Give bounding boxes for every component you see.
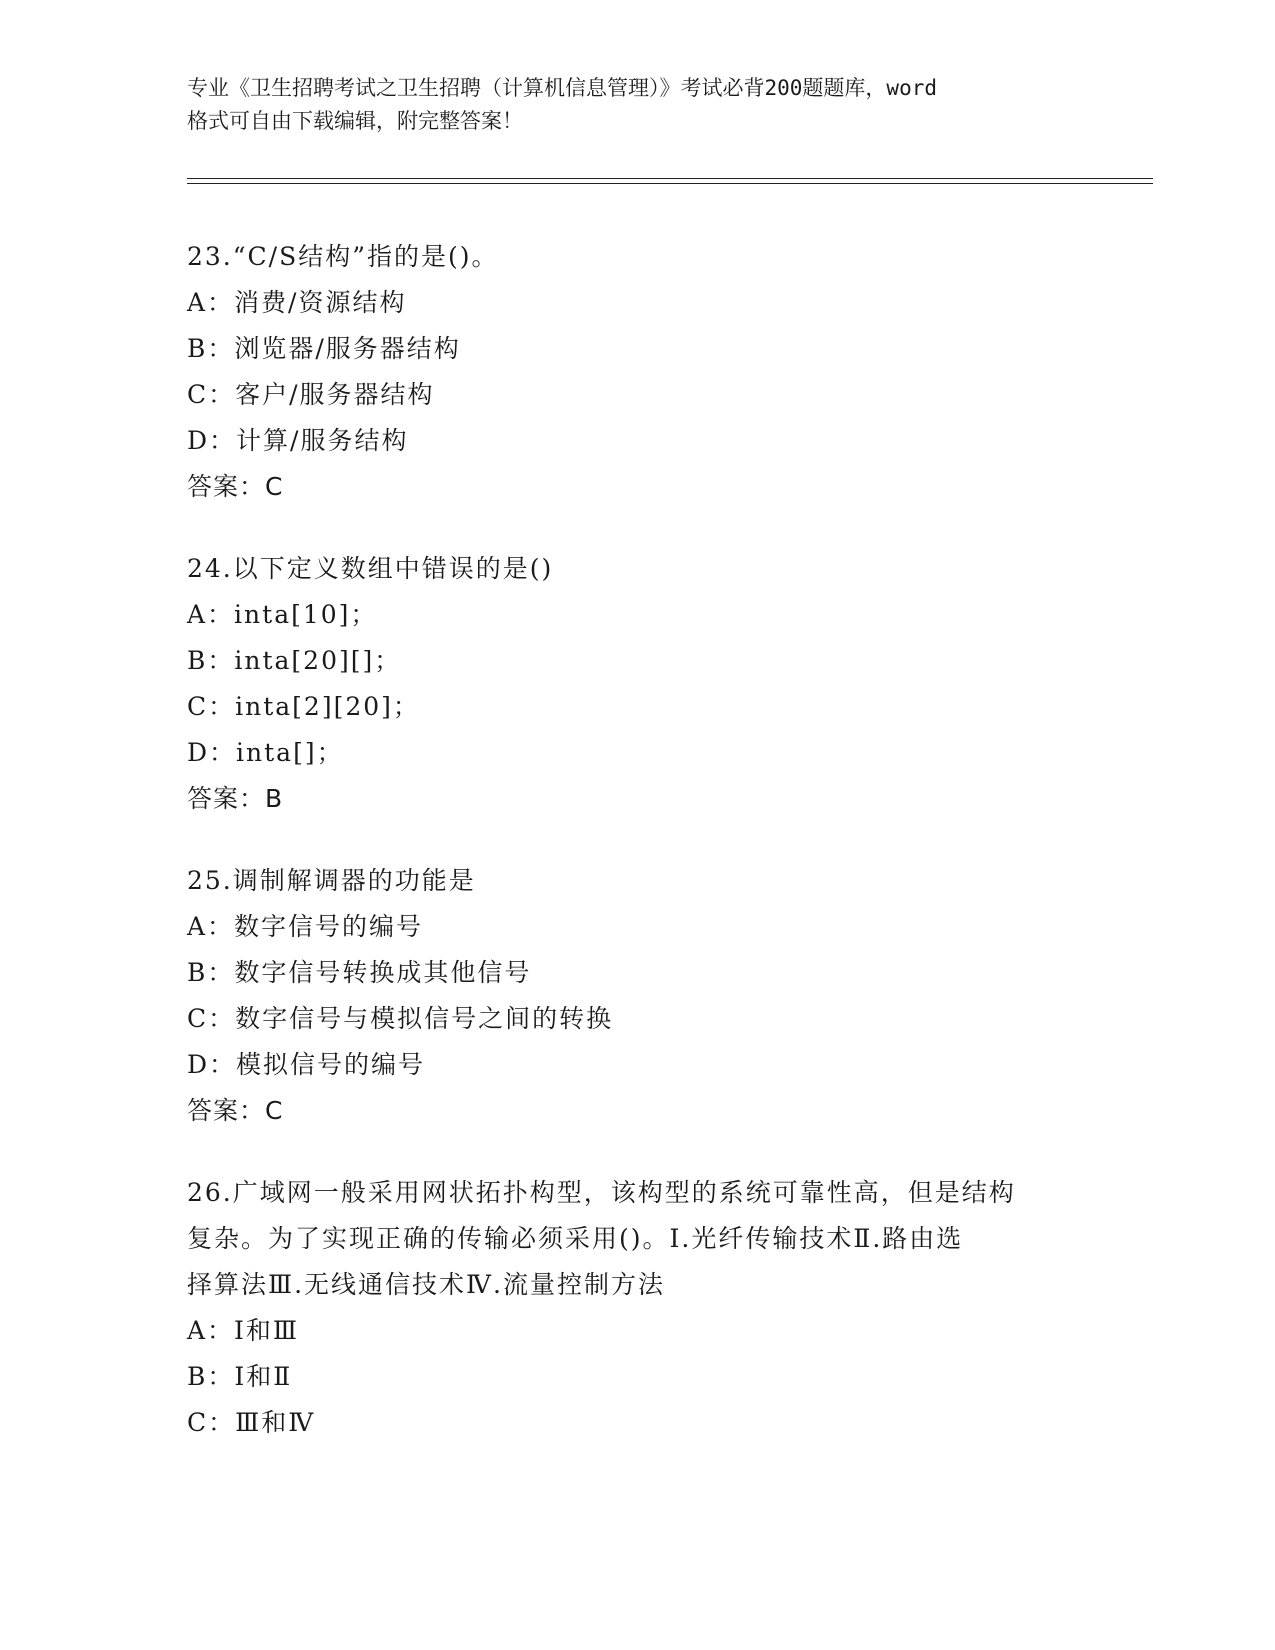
option-c: C：数字信号与模拟信号之间的转换 bbox=[187, 1004, 614, 1033]
question-26 bbox=[187, 1170, 1087, 1446]
answer-line: 答案：B bbox=[187, 784, 284, 813]
question-stem: 25.调制解调器的功能是 bbox=[187, 866, 476, 895]
header-divider-top bbox=[187, 178, 1153, 179]
option-b: B：数字信号转换成其他信号 bbox=[187, 958, 532, 987]
question-stem-line-1: 26.广域网一般采用网状拓扑构型，该构型的系统可靠性高，但是结构 bbox=[187, 1178, 1016, 1207]
option-c: C：客户/服务器结构 bbox=[187, 380, 435, 409]
question-23 bbox=[187, 234, 1087, 510]
document-header bbox=[187, 72, 1087, 138]
option-d: D：inta[]； bbox=[187, 738, 344, 767]
option-a: A：消费/资源结构 bbox=[187, 288, 407, 317]
option-a: A：inta[10]； bbox=[187, 600, 378, 629]
option-d: D：模拟信号的编号 bbox=[187, 1050, 426, 1079]
option-b: B：inta[20][]； bbox=[187, 646, 402, 675]
option-b: B：Ⅰ和Ⅱ bbox=[187, 1362, 293, 1391]
option-a: A：Ⅰ和Ⅲ bbox=[187, 1316, 300, 1345]
header-divider-bottom bbox=[187, 183, 1153, 184]
option-d: D：计算/服务结构 bbox=[187, 426, 409, 455]
question-list bbox=[187, 234, 1087, 1482]
question-stem: 23.“C/S结构”指的是()。 bbox=[187, 242, 499, 271]
question-stem: 24.以下定义数组中错误的是() bbox=[187, 554, 554, 583]
option-a: A：数字信号的编号 bbox=[187, 912, 424, 941]
option-c: C：inta[2][20]； bbox=[187, 692, 420, 721]
question-25 bbox=[187, 858, 1087, 1134]
question-stem-line-2: 复杂。为了实现正确的传输必须采用()。Ⅰ.光纤传输技术Ⅱ.路由选 bbox=[187, 1224, 964, 1253]
header-line-1: 专业《卫生招聘考试之卫生招聘（计算机信息管理）》考试必背200题题库，word bbox=[187, 76, 937, 100]
option-c: C：Ⅲ和Ⅳ bbox=[187, 1408, 316, 1437]
option-b: B：浏览器/服务器结构 bbox=[187, 334, 461, 363]
answer-line: 答案：C bbox=[187, 472, 284, 501]
answer-line: 答案：C bbox=[187, 1096, 284, 1125]
header-line-2: 格式可自由下载编辑，附完整答案！ bbox=[187, 109, 523, 133]
question-24 bbox=[187, 546, 1087, 822]
question-stem-line-3: 择算法Ⅲ.无线通信技术Ⅳ.流量控制方法 bbox=[187, 1270, 665, 1299]
